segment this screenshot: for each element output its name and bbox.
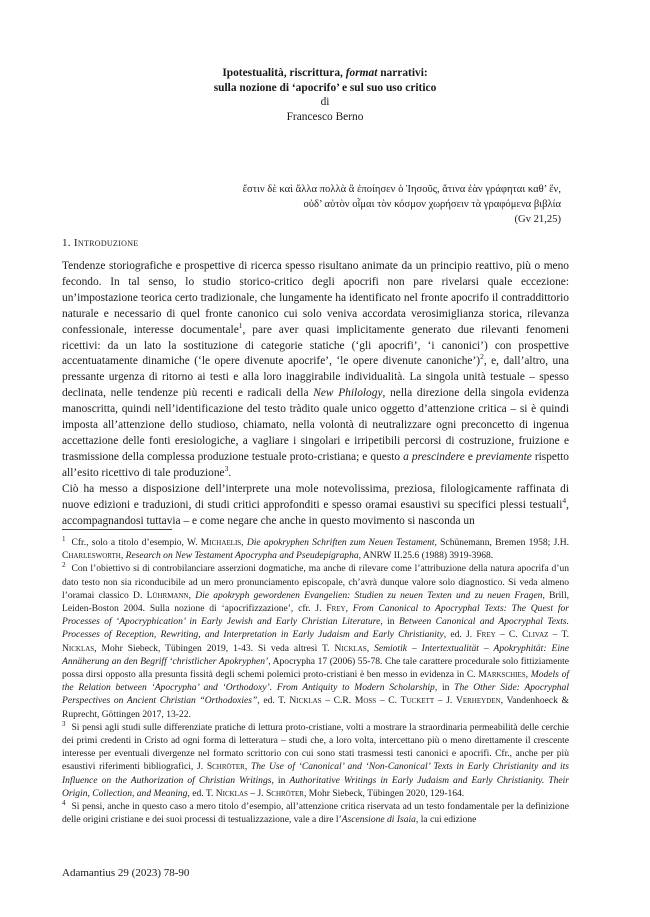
note-text: , Mohr Siebeck, Tübingen 2020, 129-164. bbox=[303, 787, 465, 799]
note-author: Tuckett bbox=[400, 695, 435, 707]
note-author: Frey bbox=[326, 603, 346, 615]
note-text: Si pensi, anche in questo caso a mero titolo d’esempio, all’attenzione critica riservata ad un testo fondamentale per la definizione delle origini cristiane e dei suoi processi di testualizzazione, vale a dire l’ bbox=[62, 801, 569, 826]
body-text bbox=[62, 259, 569, 529]
note-author: Nicklas bbox=[334, 642, 367, 654]
note-text: – C.R. bbox=[321, 695, 355, 707]
note-author: Nicklas bbox=[289, 695, 322, 707]
note-author: Moss bbox=[354, 695, 377, 707]
footnote-3 bbox=[62, 721, 569, 800]
body-text-run: , pare aver quasi implicitamente generato due rilevanti fenomeni ricettivi: da un lato la sostituzione di categorie statiche (‘gli apocrifi’, ‘i canonici’) con prospettive accentuatamente dinamiche (‘le opere divenute apocrife’, ‘le opere divenute canoniche’) bbox=[62, 323, 569, 368]
note-text: , bbox=[345, 603, 353, 615]
note-title: The Use of ‘Canonical’ and ‘Non-Canonical’ Texts in Early Christianity and its Influence on the Authorization of Christian Writings bbox=[62, 761, 569, 786]
note-author: Michaelis bbox=[200, 537, 242, 548]
note-text: , Apocrypha 17 (2006) 55-78. Che tale carattere procedurale solo fittiziamente possa dirsi opposto alla presunta fissità degli schemi polemici proto-cristiani è ben messo in evidenza in C. bbox=[62, 655, 569, 681]
note-author: Verheyden bbox=[455, 695, 501, 707]
section-heading bbox=[62, 237, 139, 249]
note-text: , ed. T. bbox=[257, 695, 290, 707]
footnote-number: 3 bbox=[62, 719, 66, 728]
epigraph-line-1: ἔστιν δὲ καὶ ἄλλα πολλὰ ἃ ἐποίησεν ὁ Ἰησοῦς, ἅτινα ἐὰν γράφηται καθ’ ἕν, bbox=[242, 184, 561, 195]
body-text-run: , accompagnandosi tuttavia – e come negare che anche in questo movimento si nasconda un bbox=[62, 498, 569, 527]
epigraph bbox=[141, 182, 561, 227]
note-author: Frey bbox=[476, 629, 496, 641]
author-name: Francesco Berno bbox=[286, 110, 364, 123]
note-text: – C. bbox=[376, 695, 401, 707]
note-text: Si pensi agli studi sulle differenziate pratiche di lettura proto-cristiane, volti a mostrare la straordinaria permeabilità delle cerchie dei primi credenti in Cristo ad ogni forma di letteratura – studi che, a loro volta, intercettano più o meno direttamente il crescente interesse per eventuali divergenze nel formato scrittorio con cui sono stati trasmessi testi canonici e apocrifi. Cfr., anche per più esaustivi riferimenti bibliografici, J. bbox=[62, 721, 569, 773]
note-author: Schröter bbox=[206, 761, 245, 773]
note-text: , bbox=[241, 537, 247, 548]
title-text: narrativi: bbox=[377, 67, 428, 79]
body-paragraph-1 bbox=[62, 259, 569, 482]
title-text: Ipotestualità, riscrittura, bbox=[222, 67, 346, 79]
note-title: From Canonical to Apocryphal Texts: The Quest for Processes of ‘Apocryphication’ in Early Jewish and Early Christian Literature bbox=[62, 603, 569, 628]
footnote-number: 1 bbox=[62, 534, 66, 543]
note-text: – C. bbox=[495, 629, 522, 641]
author-preposition: di bbox=[320, 96, 330, 108]
section-number: 1. bbox=[62, 237, 74, 249]
note-text: Con l’obiettivo si di controbilanciare asserzioni dogmatiche, ma anche di rilevare come l’attribuzione della natura apocrifa d’un dato testo non sia riconducibile ad un mero pronunciamento episcopale, ch’avrà dunque valore solo diagnostico. Si veda almeno l’oramai classico D. bbox=[62, 563, 569, 601]
note-title: Models of the Relation between ‘Apocrypha’ and ‘Orthodoxy’. From Antiquity to Modern Scholarship bbox=[62, 669, 569, 694]
note-text: – T. bbox=[548, 629, 570, 641]
note-text: Cfr., solo a titolo d’esempio, W. bbox=[71, 537, 201, 548]
body-text-run: . bbox=[228, 466, 232, 479]
footnote-2 bbox=[62, 562, 569, 720]
note-text: , ANRW II.25.6 (1988) 3919-3968. bbox=[358, 550, 494, 562]
note-title: Ascensione di Isaia bbox=[341, 814, 416, 826]
epigraph-line-2: οὐδ’ αὐτὸν οἶμαι τὸν κόσμον χωρήσειν τὰ γραφόμενα βιβλία bbox=[303, 199, 561, 210]
note-author: Charlesworth bbox=[62, 550, 121, 562]
body-text-run: Tendenze storiografiche e prospettive di ricerca spesso risultano animate da un principio reattivo, più o meno fecondo. In tal senso, lo studio storico-critico degli apocrifi non pare rivelarsi quale eccezione: un’impostazione teorica certo tradizionale, che lungamente ha identificato nel fronte apocrifo il contraddittorio naturale e necessario di quel fronte canonico cui solo veniva accordata verosimiglianza storica, rilevanza confessionale, interesse documentale bbox=[62, 260, 569, 336]
note-title: Authoritative Writings in Early Judaism and Early Christianity. Their Origin, Collection, and Meaning bbox=[62, 774, 570, 799]
body-text-run: Ciò ha messo a disposizione dell’interprete una mole notevolissima, preziosa, filologicamente raffinata di nuove edizioni e traduzioni, di studi critici approfonditi e spesso oramai esaustivi su specifici plessi testuali bbox=[62, 482, 569, 511]
note-text: , Vandenhoeck & Ruprecht, Göttingen 2017, 13-22. bbox=[62, 695, 569, 720]
note-author: Nicklas bbox=[215, 787, 248, 799]
footnote-separator bbox=[62, 529, 172, 530]
footnote-marker[interactable]: 3 bbox=[224, 463, 229, 473]
note-text: , bbox=[525, 669, 531, 681]
footnote-number: 2 bbox=[62, 561, 66, 570]
note-title: Semiotik – Intertextualität – Apokryphität: Eine Annäherung an den Begriff ‘christlicher Apokryphen’ bbox=[62, 642, 569, 667]
footnote-marker[interactable]: 1 bbox=[238, 320, 243, 330]
note-author: Clivaz bbox=[521, 629, 549, 641]
body-italic: a prescindere bbox=[403, 450, 465, 463]
note-text: , in bbox=[380, 616, 399, 628]
journal-footer: Adamantius 29 (2023) 78-90 bbox=[62, 867, 190, 879]
note-text: , in bbox=[271, 774, 290, 786]
note-title: Die apokryphen Schriften zum Neuen Testament bbox=[246, 537, 435, 548]
note-author: Schröter bbox=[265, 787, 304, 799]
footnotes bbox=[62, 536, 569, 826]
note-text: , Schünemann, Bremen 1958; J.H. bbox=[434, 537, 569, 548]
title-italic: format bbox=[345, 67, 378, 79]
note-text: , ed. T. bbox=[187, 787, 216, 799]
body-italic: New Philology bbox=[313, 387, 383, 400]
note-text: , ed. J. bbox=[443, 629, 477, 641]
note-text: , Brill, Leiden-Boston 2004. Sulla nozione di ‘apocrifizzazione’, cfr. J. bbox=[62, 589, 569, 615]
footnote-marker[interactable]: 4 bbox=[562, 495, 567, 505]
note-title: Die apokryph gewordenen Evangelien: Studien zu neuen Texten und zu neuen Fragen bbox=[195, 589, 543, 601]
body-italic: previamente bbox=[475, 450, 532, 463]
note-text: – J. bbox=[434, 695, 456, 707]
body-text-run: rispetto all’esito ricettivo di tale produzione bbox=[62, 450, 569, 479]
footnote-4 bbox=[62, 800, 569, 826]
body-text-run: , nella direzione della singola evidenza manoscritta, quindi nell’identificazione del testo tràdito quale unico oggetto d’attenzione critica – si è quindi imposta all’attenzione dello studioso, chiamato, nella volontà di neutralizzare ogni preconcetto di ingenua accettazione delle fonti eresiologiche, a vagliare i singolari e irripetibili percorsi di costruzione, fruizione e trasmissione della complessa produzione testuale proto-cristiana; e questo bbox=[62, 387, 569, 463]
footnote-number: 4 bbox=[62, 798, 66, 807]
note-title: The Other Side: Apocryphal Perspectives on Ancient Christian “Orthodoxies” bbox=[62, 682, 569, 707]
note-text: , bbox=[244, 761, 251, 773]
note-author: Markschies bbox=[478, 669, 526, 681]
article-title-line-1 bbox=[0, 66, 650, 81]
note-text: , in bbox=[434, 682, 455, 694]
body-paragraph-2 bbox=[62, 482, 569, 530]
note-author: Nicklas bbox=[62, 642, 95, 654]
note-author: Lührmann bbox=[146, 589, 189, 601]
epigraph-reference: (Gv 21,25) bbox=[514, 214, 561, 225]
note-text: – J. bbox=[247, 787, 266, 799]
section-title: Introduzione bbox=[73, 237, 139, 249]
note-text: , bbox=[366, 642, 375, 654]
body-text-run: , e, dall’altro, una pressante urgenza di ritorno ai testi e alla loro inaggirabile individualità. La singola unità testuale – spesso declinata, nelle tendenze più recenti e radicali della bbox=[62, 355, 569, 400]
note-title: Research on New Testament Apocrypha and Pseudepigrapha bbox=[125, 550, 359, 562]
article-title-block bbox=[0, 66, 650, 124]
footnote-marker[interactable]: 2 bbox=[480, 352, 484, 362]
note-text: , la cui edizione bbox=[415, 814, 477, 826]
footnote-1 bbox=[62, 536, 569, 562]
note-title: Between Canonical and Apocryphal Texts. Processes of Reception, Rewriting, and Interpretation in Early Judaism and Early Christianity bbox=[62, 616, 569, 641]
note-text: , Mohr Siebeck, Tübingen 2019, 1-43. Si veda altresì T. bbox=[94, 642, 335, 654]
body-text-run: e bbox=[464, 450, 476, 463]
note-text: , bbox=[188, 589, 196, 601]
note-text: , bbox=[120, 550, 126, 562]
article-title-line-2: sulla nozione di ‘apocrifo’ e sul suo uso critico bbox=[213, 81, 437, 94]
